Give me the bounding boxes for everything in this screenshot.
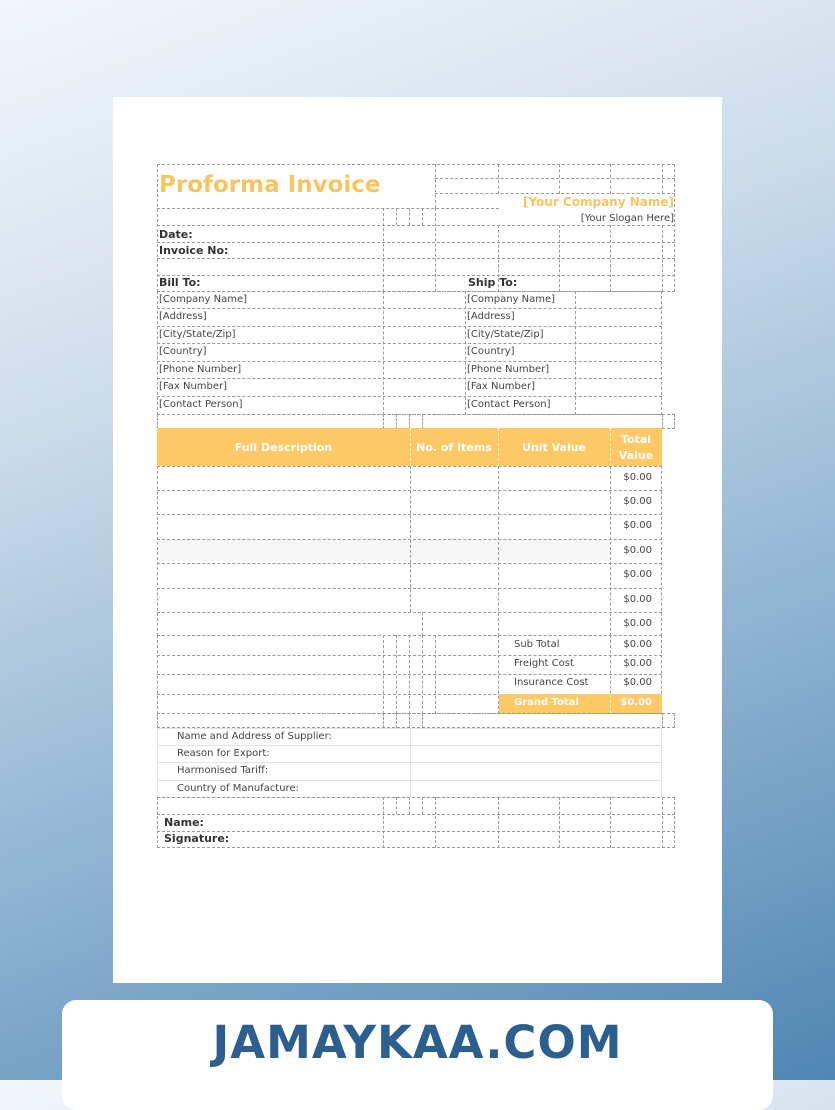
site-name: JAMAYKAA.COM: [212, 1016, 623, 1069]
ship-to-line: [City/State/Zip]: [467, 329, 544, 340]
invoice-no-label: Invoice No:: [159, 244, 229, 257]
header-description: Full Description: [234, 441, 333, 454]
name-label: Name:: [164, 816, 204, 829]
bill-to-line: [Fax Number]: [159, 381, 228, 392]
row-total: $0.00: [623, 569, 652, 580]
bill-to-line: [Country]: [159, 346, 207, 357]
freight-cost-label: Freight Cost: [514, 658, 574, 669]
sub-total-label: Sub Total: [514, 639, 560, 650]
ship-to-heading: Ship To:: [468, 276, 518, 289]
signature-label: Signature:: [164, 832, 230, 845]
row-total: $0.00: [623, 594, 652, 605]
freight-cost-value: $0.00: [623, 658, 652, 669]
row-total: $0.00: [623, 545, 652, 556]
header-total-value: Total Value: [618, 433, 654, 462]
ship-to-line: [Address]: [467, 311, 515, 322]
row-total: $0.00: [623, 472, 652, 483]
grand-total-value: $0.00: [620, 697, 652, 708]
bill-to-line: [Phone Number]: [159, 364, 242, 375]
grand-total-label: Grand Total: [514, 697, 579, 708]
signoff-frame: [157, 797, 675, 848]
invoice-page: [113, 97, 722, 983]
bill-to-line: [Company Name]: [159, 294, 248, 305]
insurance-cost-label: Insurance Cost: [514, 677, 589, 688]
bill-to-line: [Contact Person]: [159, 399, 243, 410]
bill-to-line: [Address]: [159, 311, 207, 322]
ship-to-line: [Country]: [467, 346, 515, 357]
company-name: [Your Company Name]: [522, 195, 674, 209]
reason-for-export-label: Reason for Export:: [177, 748, 270, 759]
row-total: $0.00: [623, 618, 652, 629]
ship-to-line: [Fax Number]: [467, 381, 536, 392]
country-of-manufacture-label: Country of Manufacture:: [177, 783, 299, 794]
insurance-cost-value: $0.00: [623, 677, 652, 688]
bill-to-heading: Bill To:: [159, 276, 201, 289]
date-label: Date:: [159, 228, 193, 241]
header-unit-value: Unit Value: [521, 441, 587, 454]
ship-to-line: [Contact Person]: [467, 399, 551, 410]
sub-total-value: $0.00: [623, 639, 652, 650]
supplier-label: Name and Address of Supplier:: [177, 731, 332, 742]
company-slogan: [Your Slogan Here]: [580, 213, 674, 224]
site-banner: [62, 1000, 773, 1110]
row-total: $0.00: [623, 520, 652, 531]
bill-to-line: [City/State/Zip]: [159, 329, 236, 340]
harmonised-tariff-label: Harmonised Tariff:: [177, 765, 269, 776]
invoice-sheet: [157, 164, 675, 848]
invoice-title: Proforma Invoice: [159, 172, 381, 198]
row-total: $0.00: [623, 496, 652, 507]
header-items: No. of Items: [416, 441, 492, 454]
ship-to-line: [Company Name]: [467, 294, 556, 305]
ship-to-line: [Phone Number]: [467, 364, 550, 375]
